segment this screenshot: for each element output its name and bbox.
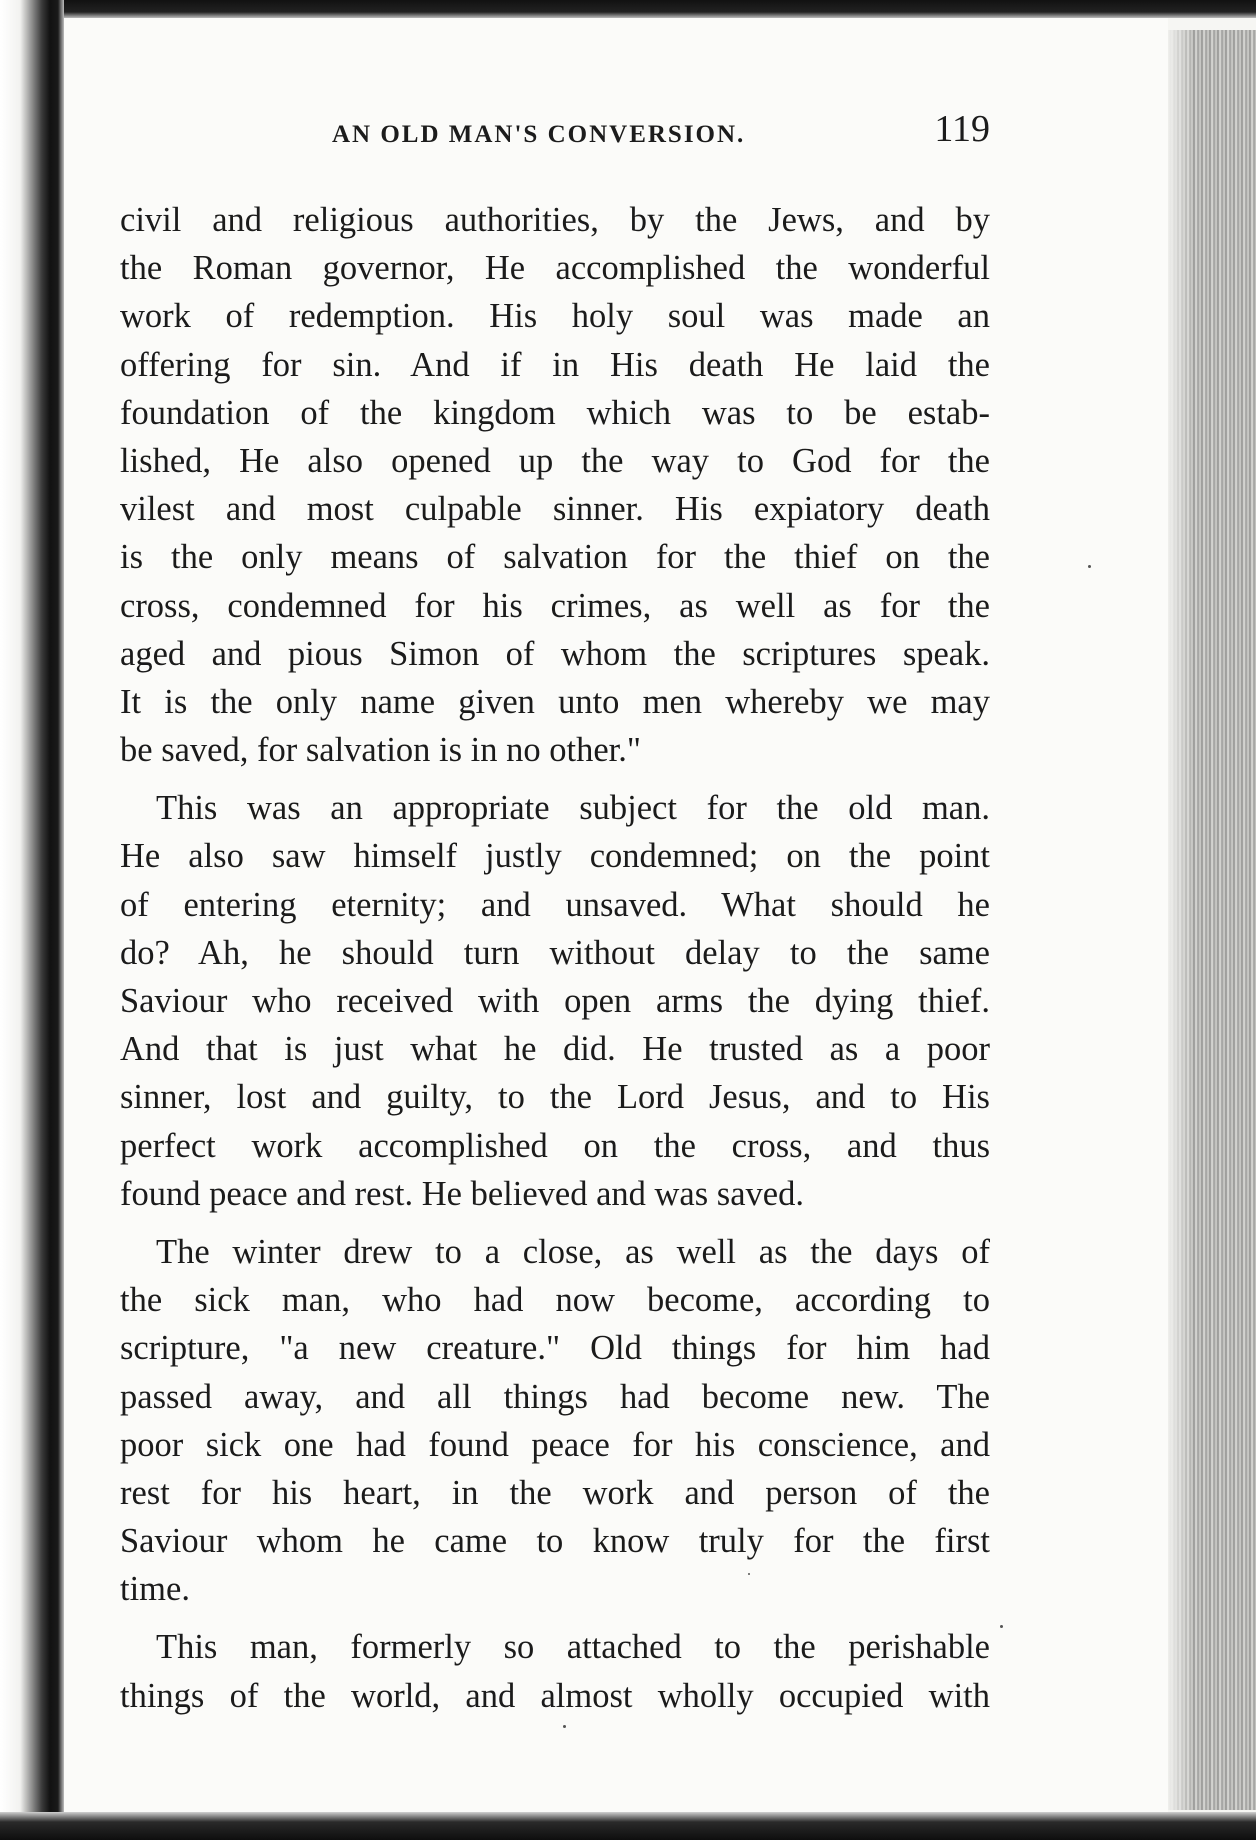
text-line: He also saw himself justly condemned; on the point [120,837,990,876]
text-line: cross, condemned for his crimes, as well as for the [120,586,990,625]
text-line: work of redemption. His holy soul was made an [120,297,990,336]
text-line: found peace and rest. He believed and was saved. [120,1174,804,1213]
text-line: offering for sin. And if in His death He laid the [120,345,990,384]
text-line: Saviour who received with open arms the dying thief. [120,982,990,1020]
text-line: of entering eternity; and unsaved. What should he [120,885,990,924]
text-line: is the only means of salvation for the thief on the [120,538,990,577]
scan-speck [1088,565,1091,568]
page-stack-edges [1168,30,1256,1810]
text-line: be saved, for salvation is in no other." [120,731,641,770]
page-header [120,105,990,165]
text-line: the Roman governor, He accomplished the wonderful [120,249,990,288]
text-line: aged and pious Simon of whom the scriptures speak. [120,634,990,673]
book-gutter-shadow [0,0,64,1840]
paragraph-gap [120,1218,990,1228]
text-line: rest for his heart, in the work and person of the [120,1473,990,1512]
text-line: This was an appropriate subject for the old man. [156,789,990,828]
text-line: civil and religious authorities, by the Jews, and by [120,201,990,239]
paragraph [120,1228,990,1614]
text-line: This man, formerly so attached to the perishable [156,1628,990,1667]
scan-speck [1000,1625,1003,1628]
text-line: poor sick one had found peace for his conscience, and [120,1425,990,1464]
paragraph-gap [120,774,990,784]
body-text [120,196,990,1720]
text-line: foundation of the kingdom which was to be estab- [120,393,990,432]
text-line: the sick man, who had now become, according to [120,1281,990,1320]
text-line: lished, He also opened up the way to God for the [120,441,990,480]
running-head: AN OLD MAN'S CONVERSION. [332,121,746,148]
page-number: 119 [934,108,990,150]
text-line: perfect work accomplished on the cross, and thus [120,1126,990,1165]
text-line: things of the world, and almost wholly occupied with [120,1676,990,1715]
paragraph [120,196,990,774]
text-line: passed away, and all things had become new. The [120,1377,990,1416]
text-line: scripture, "a new creature." Old things for him had [120,1329,990,1368]
paragraph-gap [120,1613,990,1623]
text-line: Saviour whom he came to know truly for the first [120,1522,990,1561]
scan-speck [748,1573,750,1575]
text-line: It is the only name given unto men whereby we may [120,682,990,721]
scan-speck [563,1725,566,1728]
bottom-edge-shadow [0,1812,1256,1840]
text-line: And that is just what he did. He trusted as a poor [120,1030,990,1069]
text-line: time. [120,1570,190,1609]
top-edge-shadow [0,0,1256,18]
paragraph [120,1623,990,1719]
text-line: sinner, lost and guilty, to the Lord Jesus, and to His [120,1078,990,1117]
paragraph [120,784,990,1218]
text-line: vilest and most culpable sinner. His expiatory death [120,490,990,529]
text-line: The winter drew to a close, as well as the days of [156,1232,990,1271]
text-line: do? Ah, he should turn without delay to the same [120,933,990,972]
